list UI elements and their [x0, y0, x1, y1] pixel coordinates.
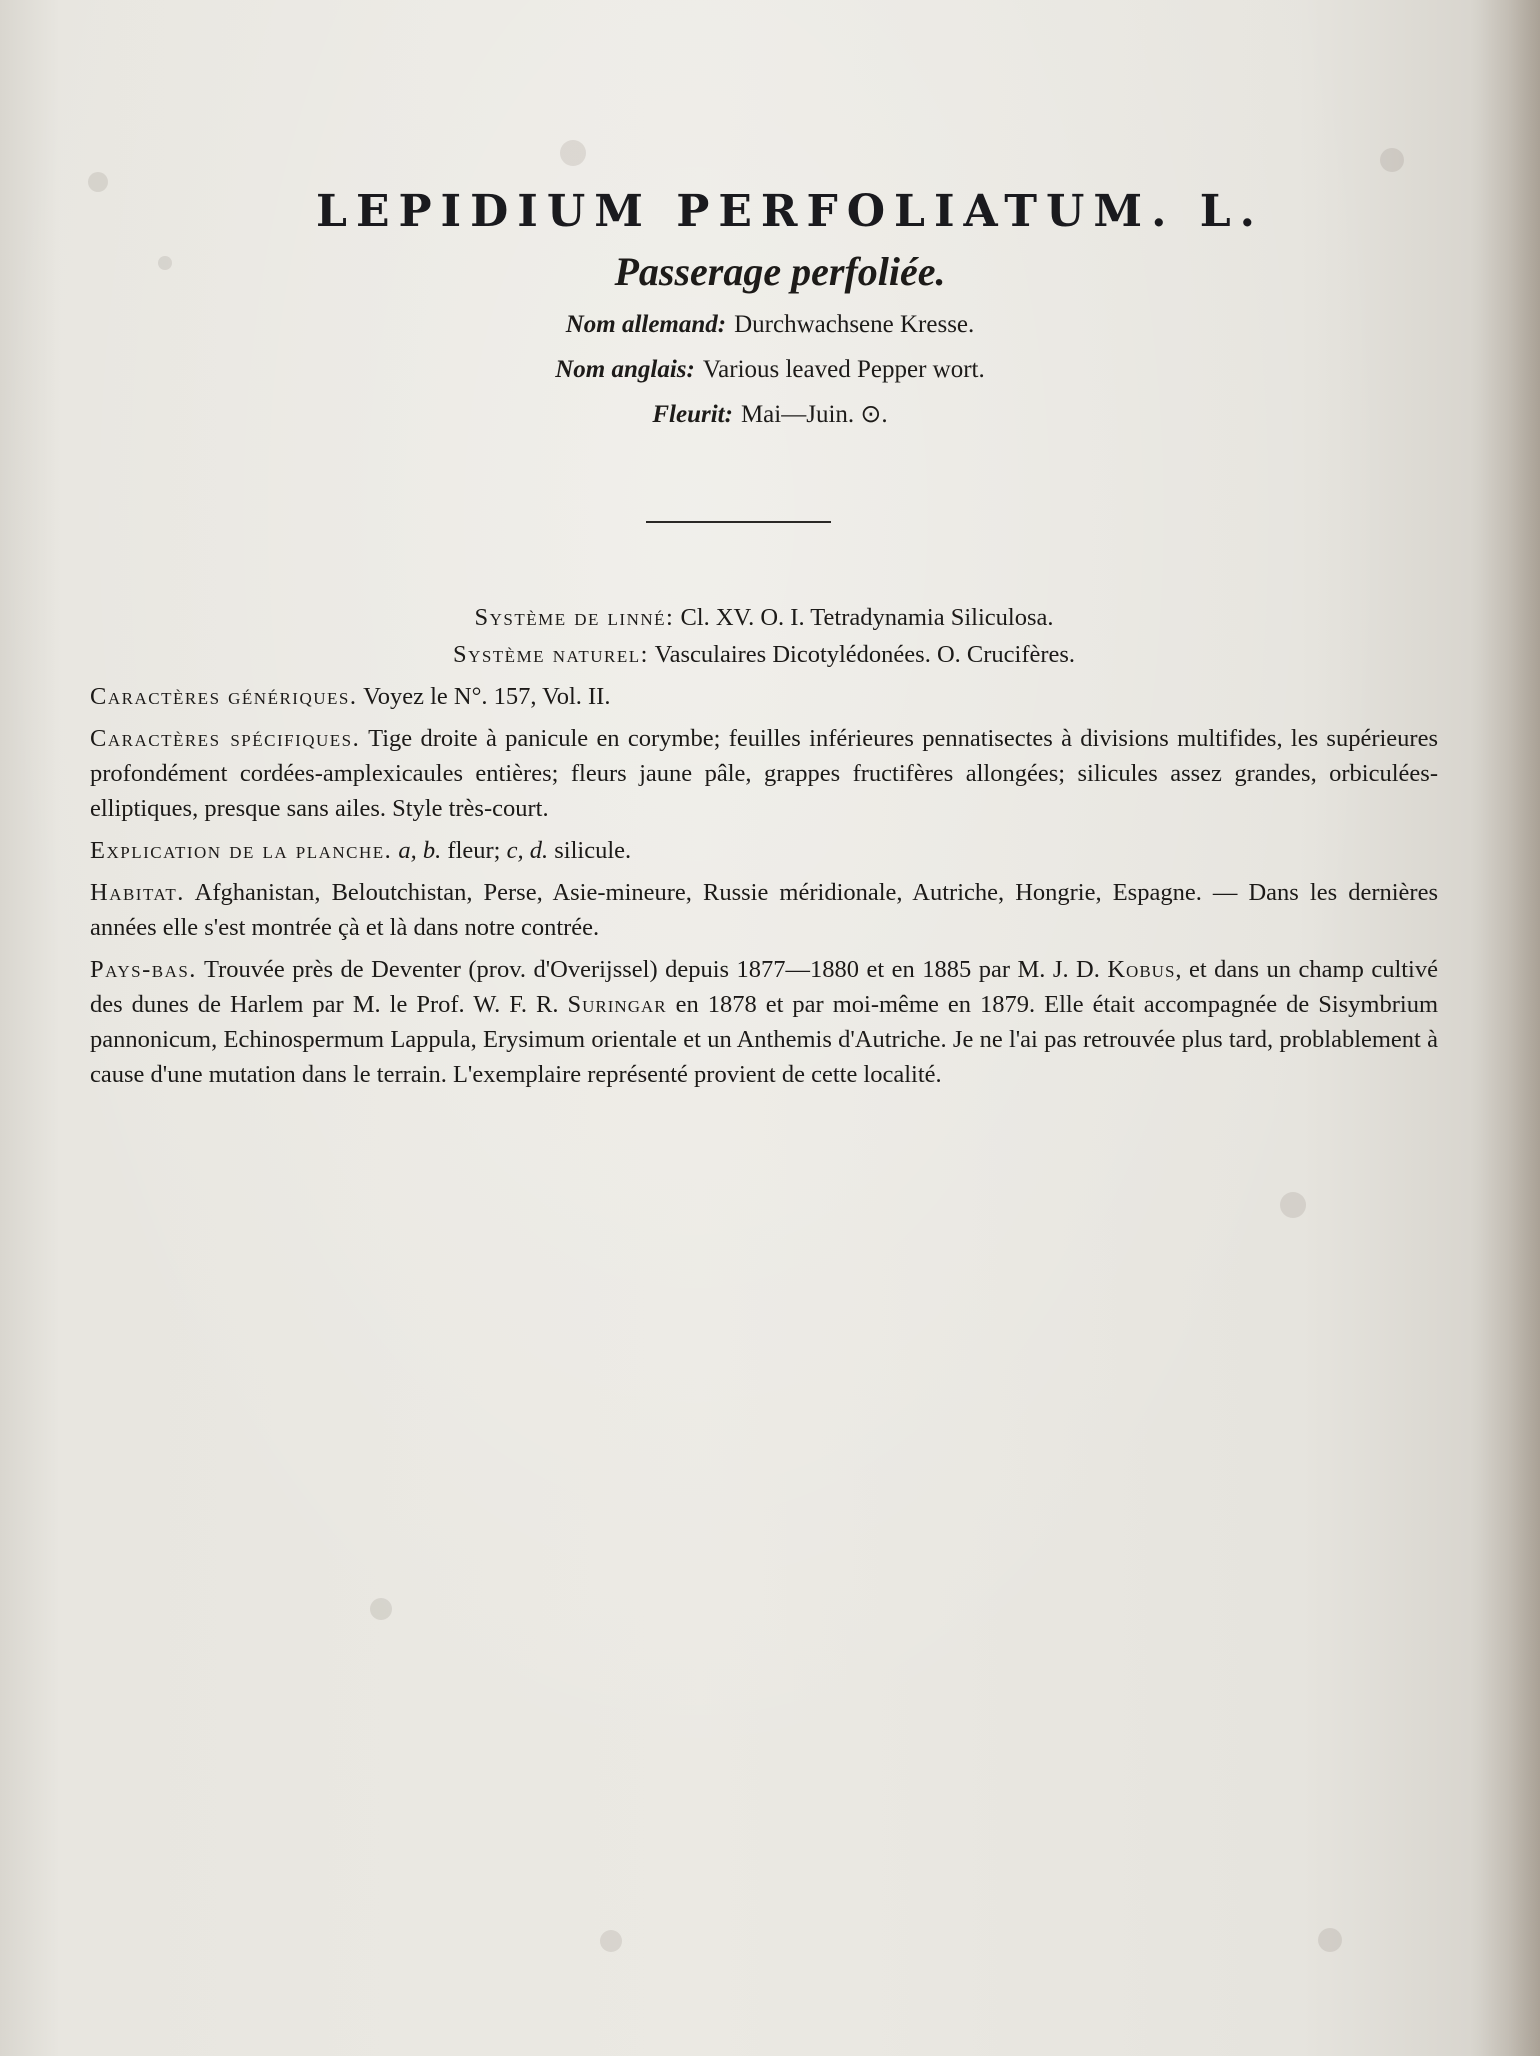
netherlands-label: Pays-bas. [90, 956, 197, 983]
english-name-line [0, 357, 1540, 382]
netherlands-text-part2: , et dans un champ cultivé des dunes de Harlem par M. le Prof. W. F. R. [90, 956, 1438, 1018]
plate-silicle-text: silicule. [554, 837, 632, 864]
natural-system-line [90, 637, 1438, 672]
netherlands-paragraph [90, 952, 1438, 1092]
paper-spot [1280, 1192, 1306, 1218]
habitat-text: Afghanistan, Beloutchistan, Perse, Asie-mineure, Russie méridionale, Autriche, Hongrie, Espagne. — Dans les dernières années elle s'est montrée çà et là dans notre contrée. [90, 879, 1438, 941]
habitat-label: Habitat. [90, 879, 185, 906]
generic-characters-text: Voyez le N°. 157, Vol. II. [363, 683, 611, 710]
plate-explanation-paragraph [90, 833, 1438, 868]
habitat-paragraph [90, 875, 1438, 945]
german-name-label: Nom allemand: [565, 311, 727, 338]
collector-name-kobus: Kobus [1107, 956, 1176, 983]
english-name-value: Various leaved Pepper wort. [702, 356, 985, 383]
linne-system-label: Système de linné: [474, 604, 675, 631]
specific-characters-text: Tige droite à panicule en corymbe; feuilles inférieures pennatisectes à divisions multifides, les supérieures profondément cordées-amplexicaules entières; fleurs jaune pâle, grappes fructifères allongées; silicules assez grandes, orbiculées-elliptiques, presque sans ailes. Style très-court. [90, 725, 1438, 822]
german-name-line [0, 312, 1540, 337]
paper-spot [88, 172, 108, 192]
flowering-line [0, 402, 1540, 427]
paper-spot [560, 140, 586, 166]
generic-characters-label: Caractères génériques. [90, 683, 358, 710]
plate-explanation-label: Explication de la planche. [90, 837, 393, 864]
linne-system-text: Cl. XV. O. I. Tetradynamia Siliculosa. [680, 604, 1054, 631]
section-divider [646, 521, 831, 523]
netherlands-text-part1: Trouvée près de Deventer (prov. d'Overijssel) depuis 1877—1880 et en 1885 par M. J. D. [203, 956, 1100, 983]
species-title: LEPIDIUM PERFOLIATUM. L. [316, 186, 1264, 237]
paper-spot [1380, 148, 1404, 172]
generic-characters-paragraph [90, 679, 1438, 714]
species-french-name: Passerage perfoliée. [614, 249, 946, 294]
flowering-value: Mai—Juin. ⊙. [740, 401, 888, 428]
english-name-label: Nom anglais: [555, 356, 695, 383]
plate-letter-a: a, [398, 837, 417, 864]
flowering-label: Fleurit: [652, 401, 733, 428]
description-body [90, 600, 1438, 1092]
linne-system-line [90, 600, 1438, 635]
german-name-value: Durchwachsene Kresse. [734, 311, 975, 338]
natural-system-label: Système naturel: [452, 641, 649, 668]
paper-spot [370, 1598, 392, 1620]
specific-characters-paragraph [90, 721, 1438, 826]
specific-characters-label: Caractères spécifiques. [90, 725, 361, 752]
plate-letter-b: b. [422, 837, 442, 864]
paper-spot [1318, 1928, 1342, 1952]
paper-spot [600, 1930, 622, 1952]
species-header [0, 186, 1540, 428]
netherlands-text-part3: en 1878 et par moi-même en 1879. Elle était accompagnée de Sisymbrium pannonicum, Echinospermum Lappula, Erysimum orientale et un Anthemis d'Autriche. Je ne l'ai pas retrouvée plus tard, problablement à cause d'une mutation dans le terrain. L'exemplaire représenté provient de cette localité. [90, 991, 1439, 1088]
natural-system-text: Vasculaires Dicotylédonées. O. Crucifères. [654, 641, 1076, 668]
plate-flower-text: fleur; [447, 837, 501, 864]
collector-name-suringar: Suringar [567, 991, 667, 1018]
plate-letter-c: c, [506, 837, 524, 864]
plate-letter-d: d. [529, 837, 549, 864]
